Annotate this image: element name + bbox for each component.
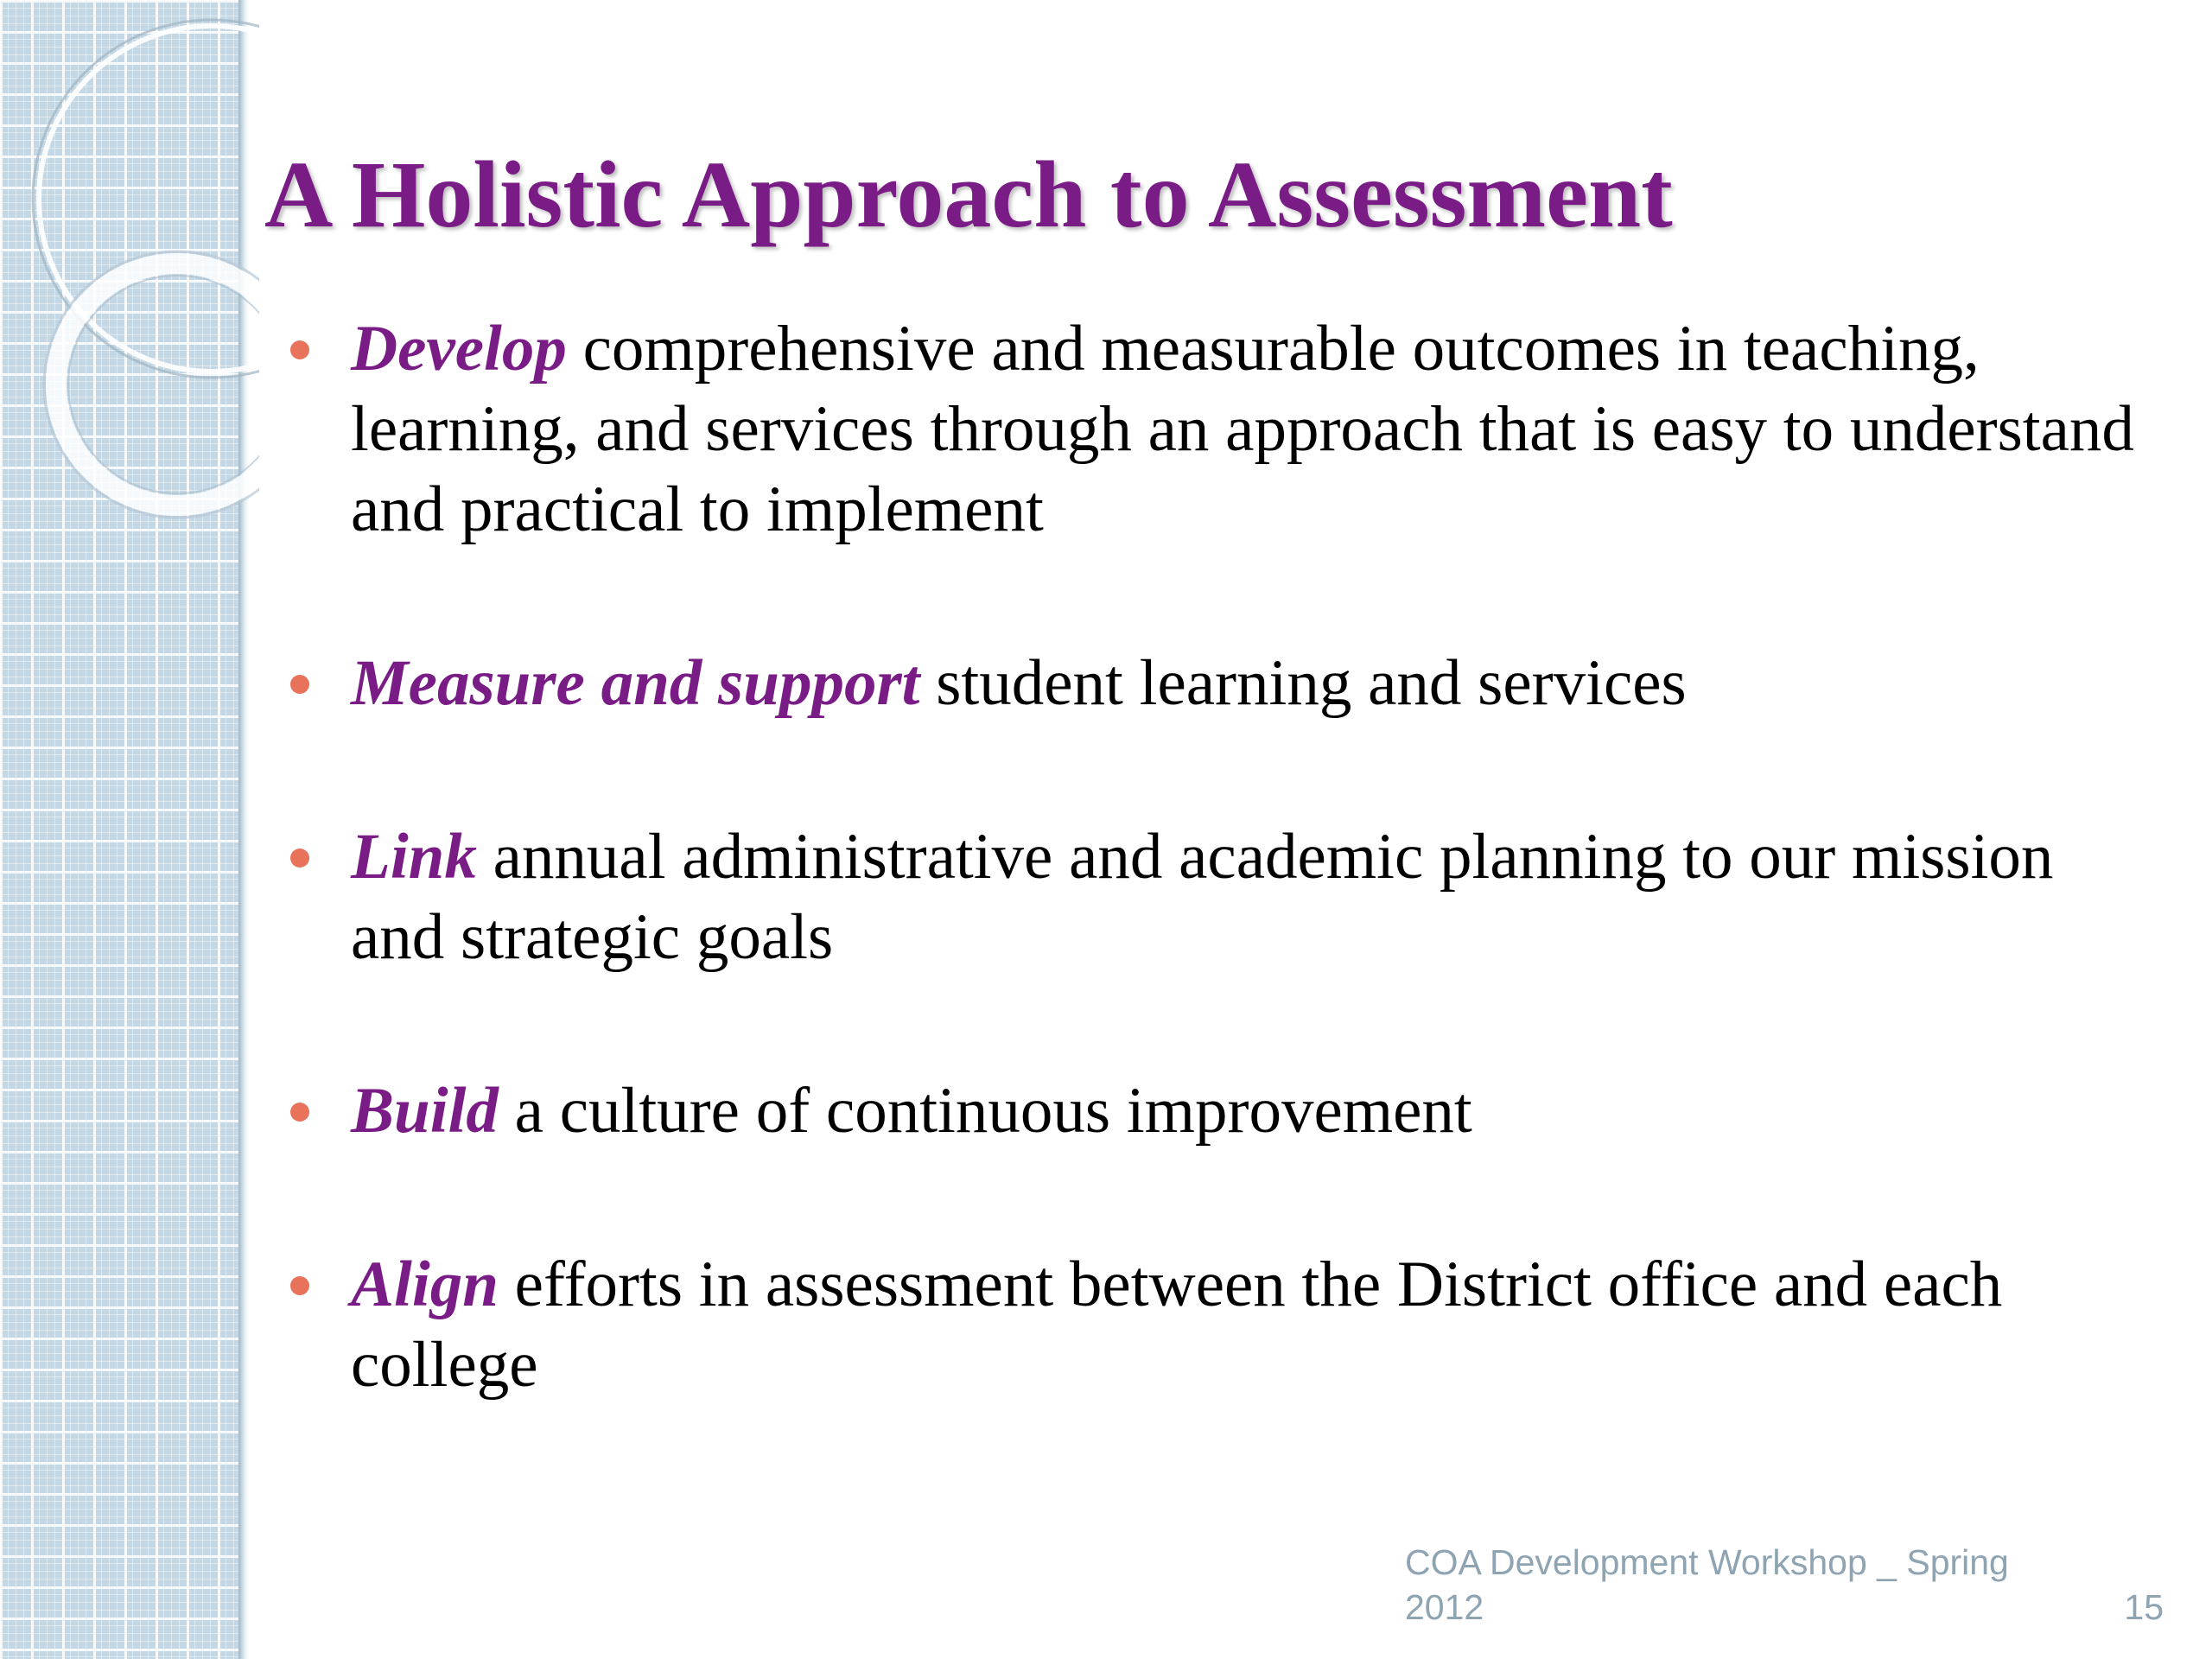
bullet-text: comprehensive and measurable outcomes in teaching, learning, and services through an approach that is easy to understand and practical to implement xyxy=(351,313,2134,545)
bullet-keyword: Align xyxy=(351,1249,499,1320)
bullet-dot-icon xyxy=(290,675,309,694)
bullet-item xyxy=(290,643,2148,723)
slide-title: A Holistic Approach to Assessment xyxy=(264,142,1673,247)
bullet-keyword: Develop xyxy=(351,313,567,385)
bullet-dot-icon xyxy=(290,849,309,868)
bullet-text: efforts in assessment between the District office and each college xyxy=(351,1249,2003,1401)
bullet-keyword: Build xyxy=(351,1075,499,1147)
bullet-list xyxy=(290,308,2148,1405)
slide-number: 15 xyxy=(2124,1587,2164,1627)
bullet-item xyxy=(290,1244,2148,1405)
bullet-item xyxy=(290,308,2148,550)
bullet-text: annual administrative and academic planning to our mission and strategic goals xyxy=(351,821,2054,973)
bullet-dot-icon xyxy=(290,1103,309,1122)
decorative-rings-icon xyxy=(0,0,259,562)
bullet-dot-icon xyxy=(290,1276,309,1295)
bullet-dot-icon xyxy=(290,340,309,359)
bullet-text: a culture of continuous improvement xyxy=(498,1075,1472,1147)
bullet-text: student learning and services xyxy=(919,647,1687,719)
bullet-item xyxy=(290,1071,2148,1151)
footer-text: COA Development Workshop _ Spring 2012 xyxy=(1405,1542,2009,1627)
bullet-keyword: Measure and support xyxy=(351,647,920,719)
bullet-keyword: Link xyxy=(351,821,477,893)
bullet-item xyxy=(290,817,2148,977)
